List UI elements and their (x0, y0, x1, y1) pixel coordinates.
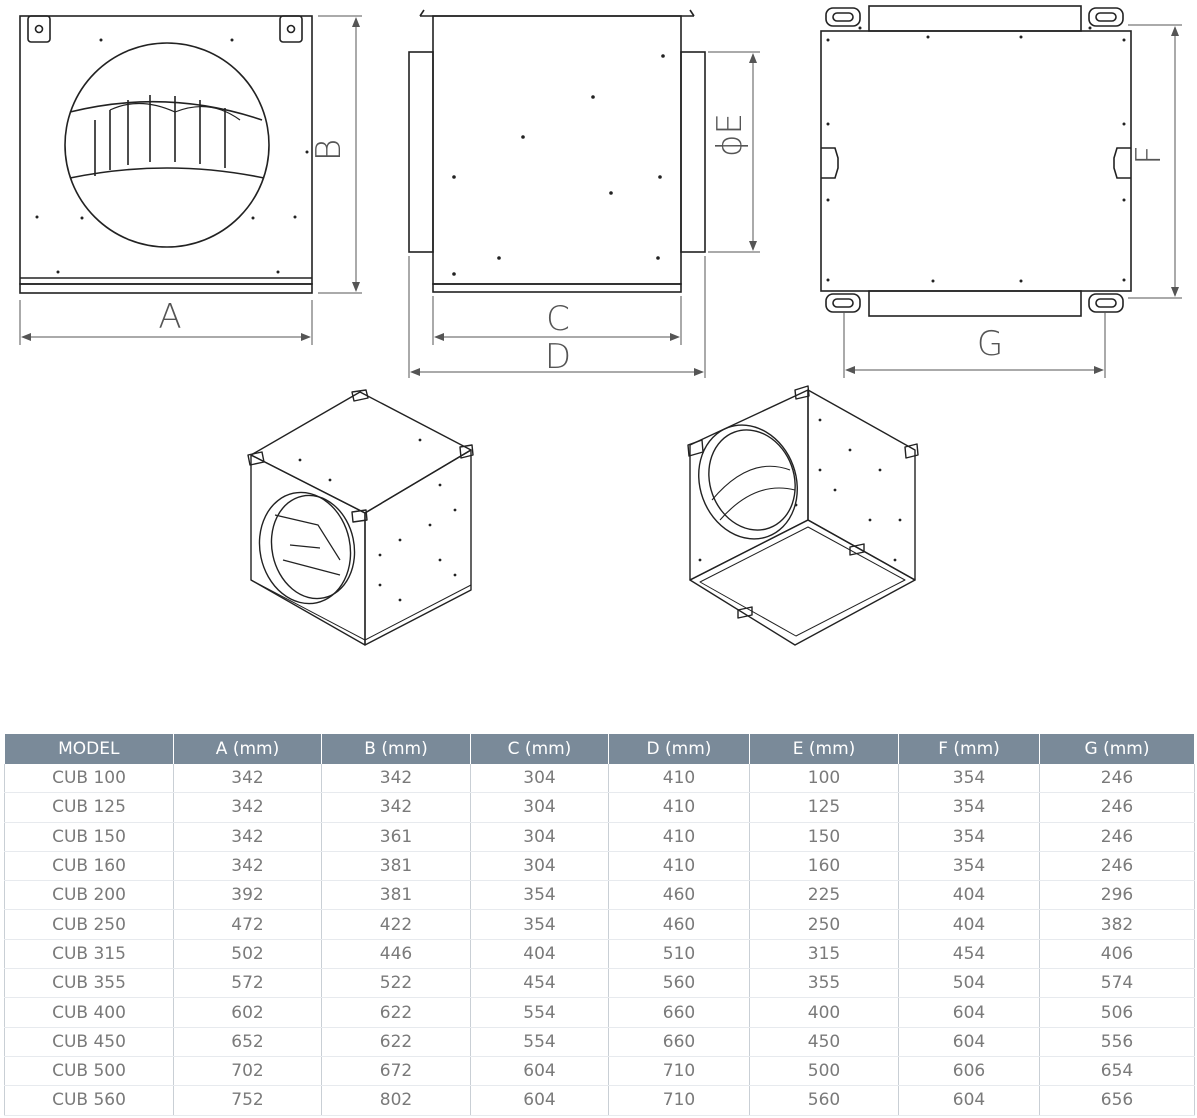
cell-c: 354 (471, 910, 609, 939)
cell-g: 246 (1040, 822, 1195, 851)
dimensions-table (4, 734, 1195, 1116)
table-row (5, 1086, 1195, 1115)
cell-f: 404 (899, 910, 1040, 939)
header-e: E (mm) (750, 734, 899, 764)
cell-a: 342 (174, 764, 322, 793)
cell-model: CUB 355 (5, 969, 174, 998)
cell-g: 296 (1040, 881, 1195, 910)
dimension-e (708, 52, 760, 252)
cell-b: 622 (322, 1027, 471, 1056)
cell-f: 354 (899, 764, 1040, 793)
cell-d: 410 (609, 851, 750, 880)
cell-c: 304 (471, 822, 609, 851)
cell-g: 574 (1040, 969, 1195, 998)
dimension-g (844, 312, 1105, 378)
cell-g: 382 (1040, 910, 1195, 939)
cell-a: 502 (174, 939, 322, 968)
cell-a: 342 (174, 822, 322, 851)
cell-f: 604 (899, 998, 1040, 1027)
cell-a: 392 (174, 881, 322, 910)
table-row (5, 822, 1195, 851)
cell-f: 504 (899, 969, 1040, 998)
header-a: A (mm) (174, 734, 322, 764)
table-row (5, 1056, 1195, 1085)
cell-g: 246 (1040, 851, 1195, 880)
cell-f: 604 (899, 1086, 1040, 1115)
cell-b: 361 (322, 822, 471, 851)
top-view (821, 6, 1131, 316)
front-view (20, 16, 312, 293)
dim-label-b: B (309, 138, 349, 162)
table-body (5, 764, 1195, 1115)
cell-b: 381 (322, 851, 471, 880)
cell-model: CUB 400 (5, 998, 174, 1027)
dim-label-g: G (976, 324, 1004, 364)
cell-b: 422 (322, 910, 471, 939)
cell-b: 342 (322, 793, 471, 822)
table-row (5, 851, 1195, 880)
cell-d: 660 (609, 998, 750, 1027)
dim-label-d: D (544, 337, 572, 377)
cell-a: 702 (174, 1056, 322, 1085)
cell-model: CUB 100 (5, 764, 174, 793)
cell-d: 460 (609, 881, 750, 910)
cell-c: 604 (471, 1086, 609, 1115)
cell-d: 660 (609, 1027, 750, 1056)
cell-a: 572 (174, 969, 322, 998)
side-view (409, 10, 705, 292)
cell-a: 342 (174, 851, 322, 880)
cell-e: 160 (750, 851, 899, 880)
dimension-f (1128, 25, 1182, 298)
cell-d: 560 (609, 969, 750, 998)
cell-e: 225 (750, 881, 899, 910)
cell-f: 606 (899, 1056, 1040, 1085)
cell-c: 454 (471, 969, 609, 998)
cell-g: 654 (1040, 1056, 1195, 1085)
isometric-view-inlet (248, 390, 473, 645)
cell-e: 150 (750, 822, 899, 851)
cell-f: 354 (899, 851, 1040, 880)
cell-g: 656 (1040, 1086, 1195, 1115)
cell-c: 304 (471, 764, 609, 793)
cell-d: 410 (609, 793, 750, 822)
cell-f: 604 (899, 1027, 1040, 1056)
cell-model: CUB 250 (5, 910, 174, 939)
cell-e: 500 (750, 1056, 899, 1085)
cell-a: 652 (174, 1027, 322, 1056)
cell-b: 672 (322, 1056, 471, 1085)
cell-b: 342 (322, 764, 471, 793)
cell-g: 406 (1040, 939, 1195, 968)
cell-d: 460 (609, 910, 750, 939)
cell-e: 560 (750, 1086, 899, 1115)
cell-e: 400 (750, 998, 899, 1027)
dim-label-f: F (1129, 145, 1169, 165)
cell-d: 510 (609, 939, 750, 968)
cell-model: CUB 160 (5, 851, 174, 880)
table-row (5, 969, 1195, 998)
table-row (5, 939, 1195, 968)
isometric-view-outlet (683, 386, 918, 645)
cell-f: 454 (899, 939, 1040, 968)
cell-c: 304 (471, 793, 609, 822)
cell-b: 802 (322, 1086, 471, 1115)
header-g: G (mm) (1040, 734, 1195, 764)
cell-e: 250 (750, 910, 899, 939)
cell-model: CUB 560 (5, 1086, 174, 1115)
dimension-b (309, 16, 362, 293)
header-d: D (mm) (609, 734, 750, 764)
cell-e: 355 (750, 969, 899, 998)
cell-g: 246 (1040, 793, 1195, 822)
table-row (5, 998, 1195, 1027)
table-row (5, 1027, 1195, 1056)
cell-e: 450 (750, 1027, 899, 1056)
cell-b: 522 (322, 969, 471, 998)
dim-label-e: ϕE (710, 113, 750, 157)
header-f: F (mm) (899, 734, 1040, 764)
cell-c: 604 (471, 1056, 609, 1085)
cell-c: 354 (471, 881, 609, 910)
cell-d: 710 (609, 1086, 750, 1115)
table-row (5, 764, 1195, 793)
cell-c: 554 (471, 998, 609, 1027)
cell-model: CUB 315 (5, 939, 174, 968)
cell-model: CUB 125 (5, 793, 174, 822)
dimension-a (20, 297, 312, 345)
cell-f: 354 (899, 822, 1040, 851)
cell-e: 125 (750, 793, 899, 822)
cell-f: 354 (899, 793, 1040, 822)
cell-d: 410 (609, 822, 750, 851)
cell-a: 602 (174, 998, 322, 1027)
header-c: C (mm) (471, 734, 609, 764)
cell-a: 752 (174, 1086, 322, 1115)
cell-b: 381 (322, 881, 471, 910)
cell-model: CUB 150 (5, 822, 174, 851)
cell-g: 556 (1040, 1027, 1195, 1056)
dim-label-c: C (546, 299, 570, 339)
cell-b: 446 (322, 939, 471, 968)
cell-f: 404 (899, 881, 1040, 910)
dim-label-a: A (158, 297, 182, 337)
table-row (5, 881, 1195, 910)
cell-d: 410 (609, 764, 750, 793)
cell-model: CUB 200 (5, 881, 174, 910)
table-row (5, 793, 1195, 822)
cell-d: 710 (609, 1056, 750, 1085)
cell-g: 246 (1040, 764, 1195, 793)
cell-a: 342 (174, 793, 322, 822)
cell-model: CUB 500 (5, 1056, 174, 1085)
table-row (5, 910, 1195, 939)
cell-b: 622 (322, 998, 471, 1027)
header-model: MODEL (5, 734, 174, 764)
cell-c: 554 (471, 1027, 609, 1056)
cell-e: 100 (750, 764, 899, 793)
header-b: B (mm) (322, 734, 471, 764)
cell-g: 506 (1040, 998, 1195, 1027)
cell-c: 404 (471, 939, 609, 968)
cell-a: 472 (174, 910, 322, 939)
table-header-row (5, 734, 1195, 764)
cell-c: 304 (471, 851, 609, 880)
cell-e: 315 (750, 939, 899, 968)
cell-model: CUB 450 (5, 1027, 174, 1056)
